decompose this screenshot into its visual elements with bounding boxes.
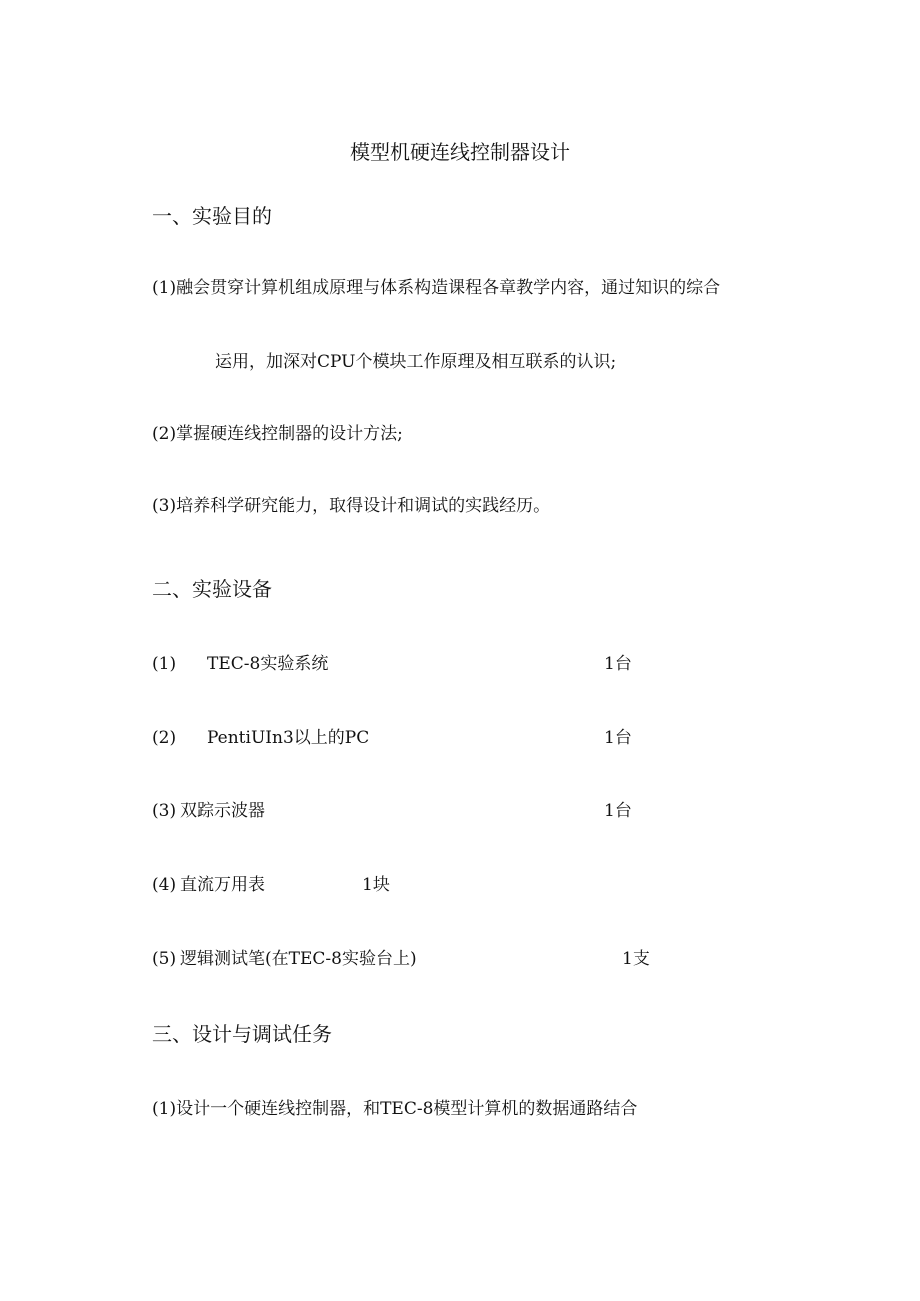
purpose-item-1-continued: 运用，加深对CPU个模块工作原理及相互联系的认识; — [215, 352, 617, 372]
document-title: 模型机硬连线控制器设计 — [350, 140, 570, 164]
equipment-qty-1: 1台 — [604, 654, 632, 674]
equipment-name-2: PentiUIn3以上的PC — [207, 728, 370, 748]
equipment-name-5: 逻辑测试笔(在TEC-8实验台上) — [180, 949, 417, 969]
purpose-item-1: (1)融会贯穿计算机组成原理与体系构造课程各章教学内容，通过知识的综合 — [152, 278, 721, 298]
section-heading-equipment: 二、实验设备 — [152, 577, 272, 601]
section-heading-purpose: 一、实验目的 — [152, 204, 272, 228]
equipment-name-3: 双踪示波器 — [180, 801, 265, 821]
equipment-qty-5: 1支 — [622, 949, 650, 969]
purpose-item-3: (3)培养科学研究能力，取得设计和调试的实践经历。 — [152, 496, 551, 516]
equipment-qty-4: 1块 — [362, 875, 390, 895]
section-heading-tasks: 三、设计与调试任务 — [152, 1022, 332, 1046]
equipment-num-4: (4) — [152, 875, 177, 895]
equipment-num-5: (5) — [152, 949, 177, 969]
task-item-1: (1)设计一个硬连线控制器，和TEC-8模型计算机的数据通路结合 — [152, 1099, 638, 1119]
equipment-name-4: 直流万用表 — [180, 875, 265, 895]
equipment-num-3: (3) — [152, 801, 177, 821]
equipment-num-2: (2) — [152, 728, 177, 748]
purpose-item-2: (2)掌握硬连线控制器的设计方法; — [152, 424, 403, 444]
equipment-qty-3: 1台 — [604, 801, 632, 821]
equipment-qty-2: 1台 — [604, 728, 632, 748]
equipment-name-1: TEC-8实验系统 — [207, 654, 329, 674]
equipment-num-1: (1) — [152, 654, 177, 674]
